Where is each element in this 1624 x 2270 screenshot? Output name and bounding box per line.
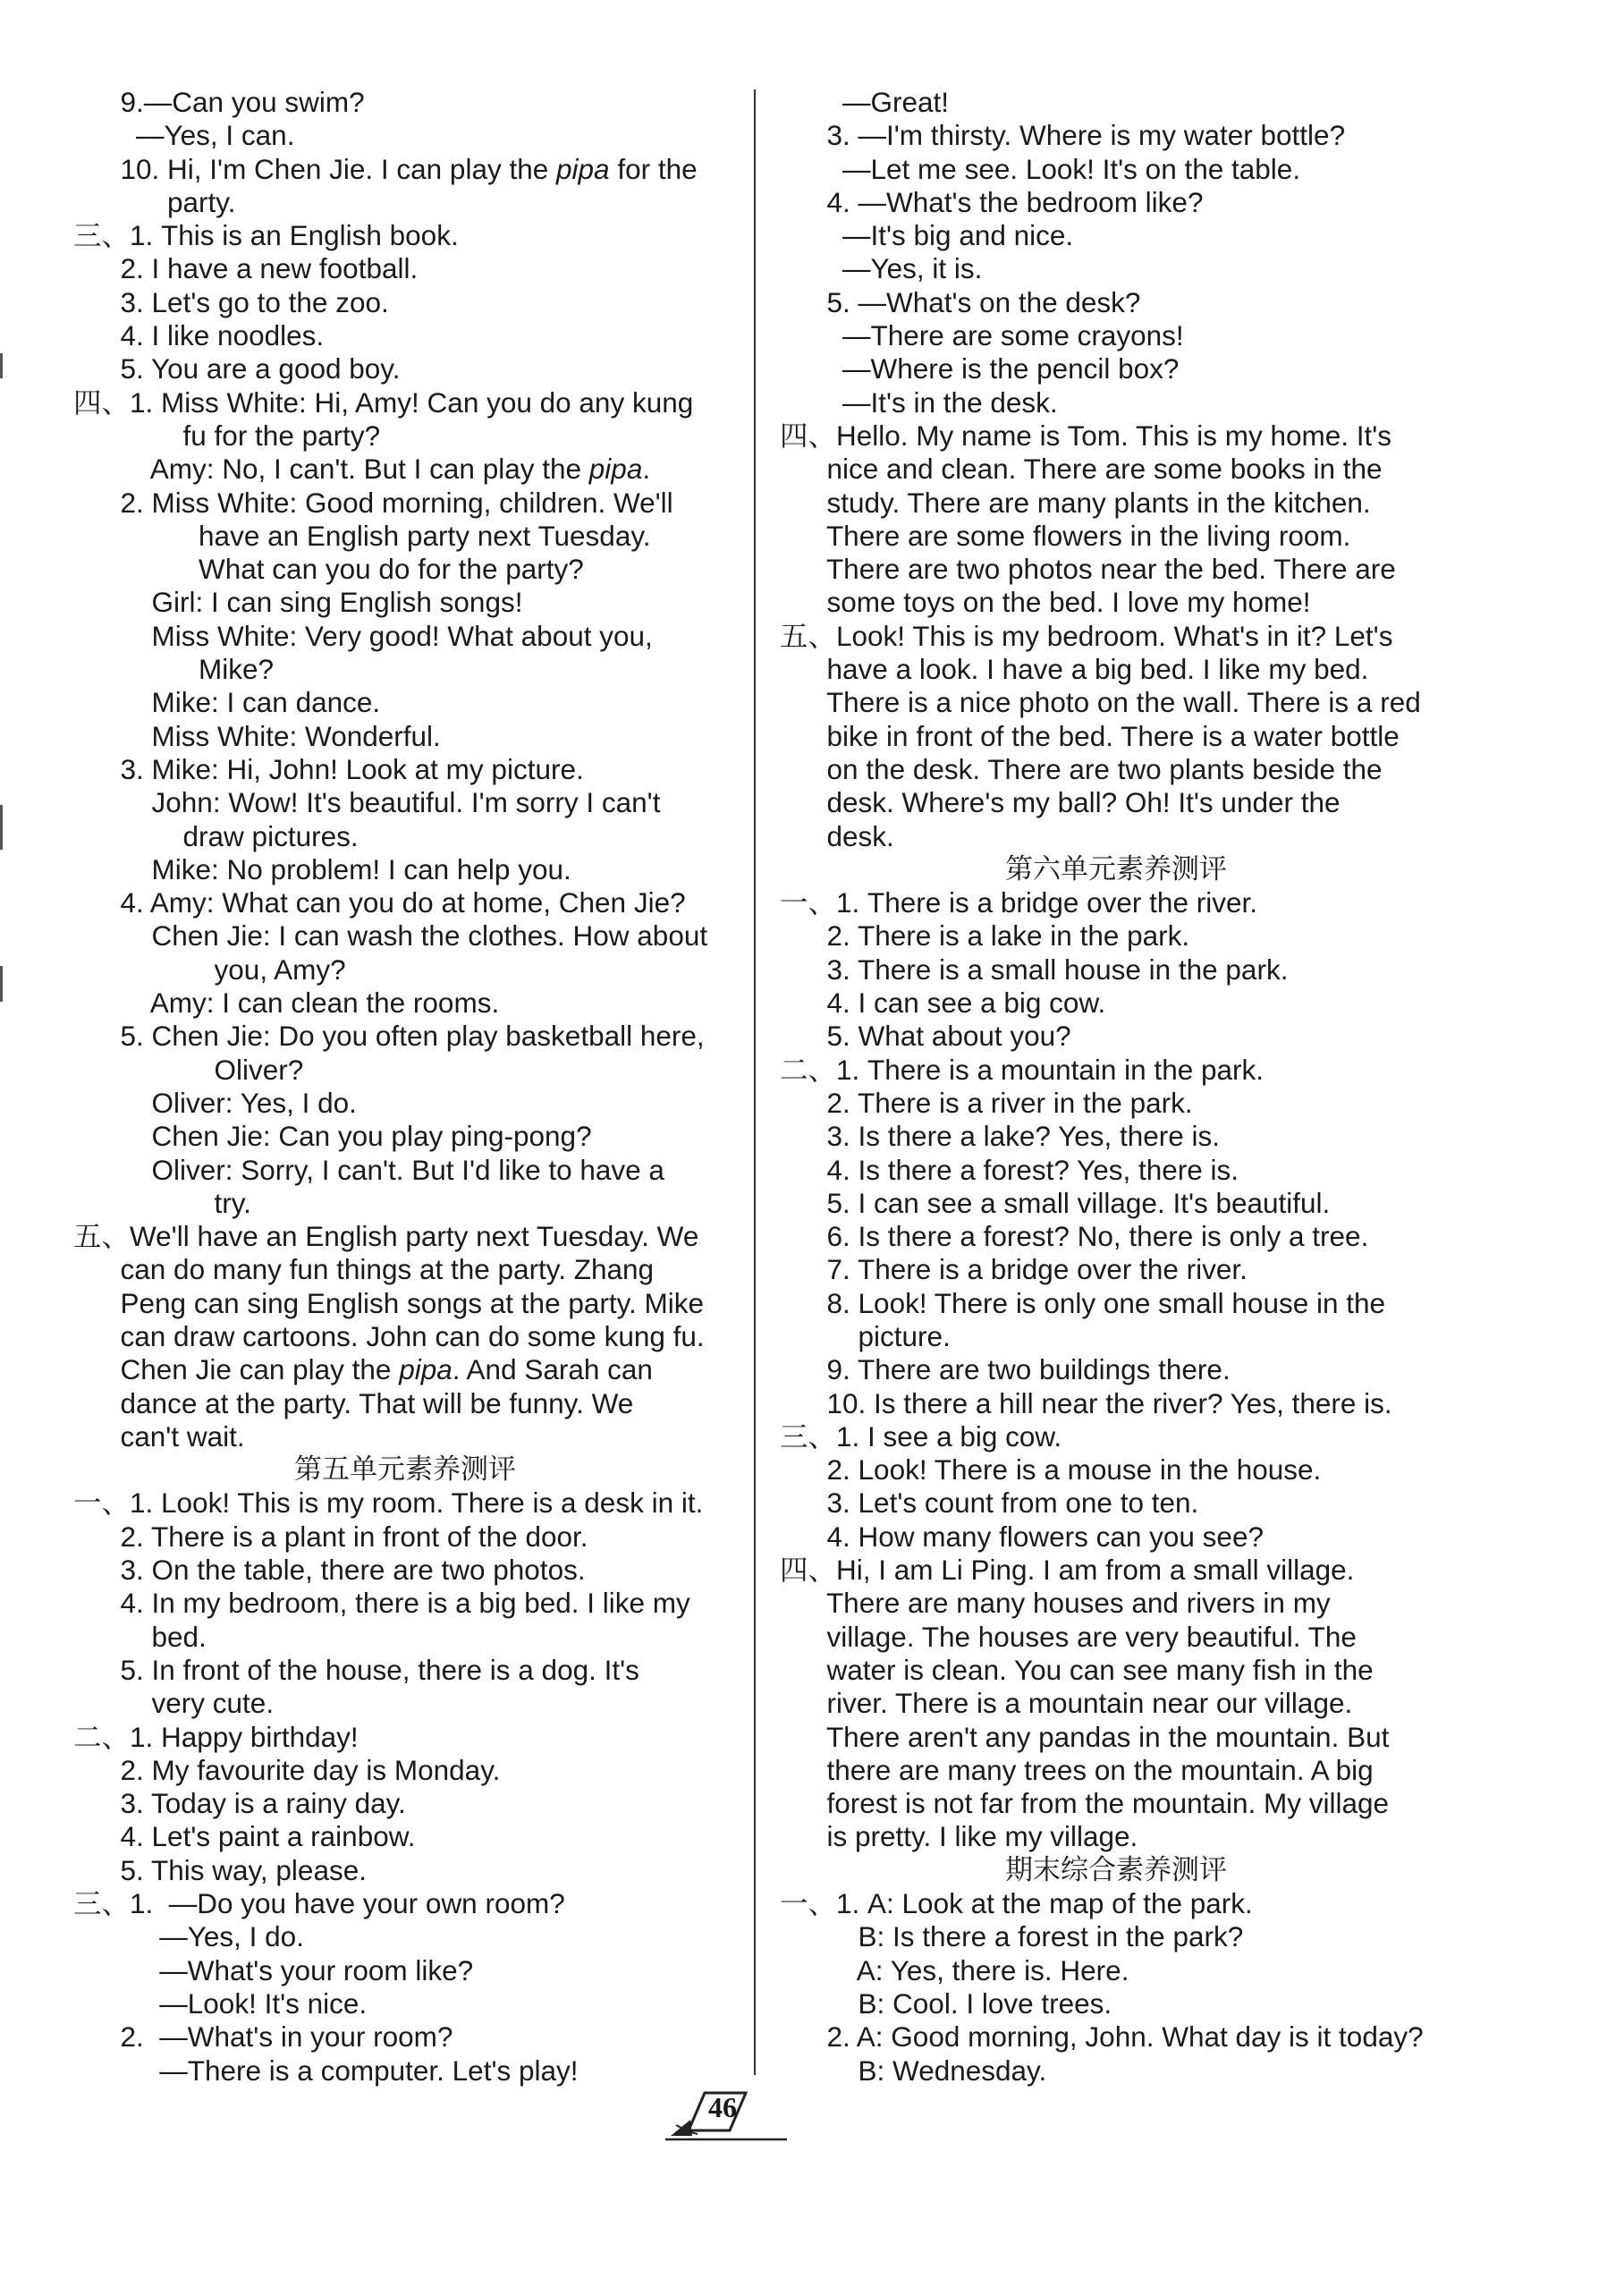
text-line bbox=[73, 1020, 737, 1053]
column-divider bbox=[754, 89, 756, 2075]
text-line bbox=[73, 1387, 737, 1420]
line-text: have an English party next Tuesday. bbox=[73, 519, 651, 552]
line-text: 5. Chen Jie: Do you often play basketball here, bbox=[73, 1020, 705, 1053]
text-line bbox=[73, 1220, 737, 1253]
line-text: 2. Miss White: Good morning, children. We'll bbox=[73, 486, 673, 519]
text-line bbox=[73, 2020, 737, 2054]
text-line bbox=[780, 286, 1452, 319]
text-line bbox=[73, 1787, 737, 1820]
line-text: 10. Is there a hill near the river? Yes, there is. bbox=[780, 1386, 1392, 1419]
text-line bbox=[780, 1820, 1452, 1853]
left-column bbox=[73, 86, 737, 2088]
line-text: 期末综合素养测评 bbox=[1005, 1853, 1227, 1886]
line-text: Chen Jie: Can you play ping-pong? bbox=[73, 1120, 592, 1153]
text-line bbox=[780, 553, 1452, 586]
line-text: 2. There is a river in the park. bbox=[780, 1086, 1193, 1119]
text-line bbox=[780, 1187, 1452, 1220]
line-text: 5. What about you? bbox=[780, 1020, 1071, 1053]
text-line bbox=[73, 1621, 737, 1654]
line-text: Oliver? bbox=[73, 1053, 304, 1086]
line-text: village. The houses are very beautiful. The bbox=[780, 1620, 1357, 1653]
line-text: Miss White: Wonderful. bbox=[73, 719, 441, 752]
line-text: 5. You are a good boy. bbox=[73, 352, 401, 385]
text-line bbox=[780, 1054, 1452, 1087]
text-line bbox=[73, 419, 737, 453]
scan-edge-mark bbox=[0, 805, 3, 850]
scan-edge-mark bbox=[0, 966, 3, 1002]
text-line bbox=[73, 953, 737, 987]
line-text: 9.—Can you swim? bbox=[73, 86, 365, 118]
text-line bbox=[780, 1220, 1452, 1253]
text-line bbox=[780, 153, 1452, 186]
text-line bbox=[73, 786, 737, 819]
text-line bbox=[73, 1353, 737, 1386]
text-line bbox=[73, 1287, 737, 1320]
text-line bbox=[73, 186, 737, 219]
italic-word: pipa bbox=[588, 453, 643, 486]
line-text: on the desk. There are two plants beside the bbox=[780, 752, 1383, 785]
text-line bbox=[780, 352, 1452, 385]
line-text: —Great! bbox=[780, 86, 950, 118]
text-line bbox=[780, 987, 1452, 1020]
line-text: 三、1. This is an English book. bbox=[73, 219, 459, 252]
line-text: —Yes, I can. bbox=[73, 119, 295, 152]
line-text: There are many houses and rivers in my bbox=[780, 1587, 1331, 1620]
text-line bbox=[780, 1087, 1452, 1120]
text-line bbox=[73, 487, 737, 520]
text-line bbox=[73, 252, 737, 285]
text-line bbox=[780, 820, 1452, 853]
line-text: 2. A: Good morning, John. What day is it today? bbox=[780, 2020, 1424, 2054]
line-text: —It's big and nice. bbox=[780, 219, 1074, 252]
line-text: draw pictures. bbox=[73, 819, 359, 852]
text-line bbox=[73, 1520, 737, 1554]
text-line bbox=[780, 119, 1452, 152]
line-text: There are some flowers in the living room. bbox=[780, 519, 1351, 552]
line-text: 2. There is a plant in front of the door. bbox=[73, 1520, 588, 1553]
text-line bbox=[780, 1287, 1452, 1320]
line-text: is pretty. I like my village. bbox=[780, 1820, 1138, 1853]
text-line bbox=[780, 386, 1452, 419]
line-text: bed. bbox=[73, 1620, 207, 1653]
line-text: 4. How many flowers can you see? bbox=[780, 1520, 1264, 1553]
text-line bbox=[73, 1420, 737, 1453]
text-line bbox=[73, 620, 737, 653]
line-text: 2. There is a lake in the park. bbox=[780, 919, 1190, 953]
line-text: nice and clean. There are some books in the bbox=[780, 453, 1383, 486]
text-line bbox=[73, 1187, 737, 1220]
line-text: try. bbox=[73, 1186, 251, 1219]
text-line bbox=[780, 1420, 1452, 1453]
text-line bbox=[780, 1721, 1452, 1754]
line-text: —Yes, it is. bbox=[780, 252, 983, 285]
line-text: 第五单元素养测评 bbox=[294, 1453, 516, 1487]
line-text: Chen Jie can play the bbox=[73, 1353, 400, 1386]
page-number: 46 bbox=[708, 2091, 737, 2123]
text-line bbox=[780, 586, 1452, 619]
text-line bbox=[780, 620, 1452, 653]
text-line bbox=[780, 1253, 1452, 1286]
text-line bbox=[73, 119, 737, 152]
line-text: —It's in the desk. bbox=[780, 385, 1058, 419]
text-line bbox=[73, 1554, 737, 1587]
text-line bbox=[780, 1487, 1452, 1520]
line-text-tail: for the bbox=[609, 152, 698, 185]
line-text: picture. bbox=[780, 1319, 951, 1352]
line-text: 7. There is a bridge over the river. bbox=[780, 1253, 1248, 1286]
text-line bbox=[73, 1954, 737, 1987]
italic-word: pipa bbox=[556, 152, 610, 185]
line-text: 3. Today is a rainy day. bbox=[73, 1787, 406, 1820]
line-text: 四、Hi, I am Li Ping. I am from a small village. bbox=[780, 1554, 1355, 1587]
text-line bbox=[780, 1120, 1452, 1153]
line-text: have a look. I have a big bed. I like my bed. bbox=[780, 653, 1369, 686]
line-text: there are many trees on the mountain. A big bbox=[780, 1753, 1374, 1786]
line-text: 一、1. Look! This is my room. There is a desk in it. bbox=[73, 1487, 704, 1520]
line-text: John: Wow! It's beautiful. I'm sorry I can't bbox=[73, 786, 661, 819]
line-text: 4. Let's paint a rainbow. bbox=[73, 1820, 416, 1853]
text-line bbox=[73, 853, 737, 886]
line-text: 一、1. A: Look at the map of the park. bbox=[780, 1887, 1253, 1920]
line-text: 2. Look! There is a mouse in the house. bbox=[780, 1453, 1322, 1487]
text-line bbox=[73, 2054, 737, 2088]
text-line bbox=[73, 1687, 737, 1720]
line-text: 4. I can see a big cow. bbox=[780, 987, 1106, 1020]
line-text: river. There is a mountain near our village. bbox=[780, 1687, 1353, 1720]
text-line bbox=[73, 1487, 737, 1520]
italic-word: pipa bbox=[399, 1353, 453, 1386]
line-text: 6. Is there a forest? No, there is only a tree. bbox=[780, 1220, 1369, 1253]
text-line bbox=[780, 319, 1452, 352]
section-heading bbox=[73, 1453, 737, 1487]
text-line bbox=[780, 1154, 1452, 1187]
text-line bbox=[780, 1687, 1452, 1720]
line-text: B: Is there a forest in the park? bbox=[780, 1920, 1244, 1953]
line-text: 4. In my bedroom, there is a big bed. I like my bbox=[73, 1587, 690, 1620]
text-line bbox=[73, 1754, 737, 1787]
line-text: desk. bbox=[780, 819, 894, 852]
text-line bbox=[780, 1020, 1452, 1053]
line-text: 5. —What's on the desk? bbox=[780, 285, 1141, 318]
text-line bbox=[780, 1520, 1452, 1554]
text-line bbox=[780, 1453, 1452, 1487]
text-line bbox=[780, 1554, 1452, 1587]
text-line bbox=[73, 1721, 737, 1754]
text-line bbox=[73, 86, 737, 119]
line-text: —Where is the pencil box? bbox=[780, 352, 1180, 385]
line-text: 二、1. There is a mountain in the park. bbox=[780, 1053, 1265, 1086]
text-line bbox=[73, 1887, 737, 1920]
text-line bbox=[73, 153, 737, 186]
text-line bbox=[780, 1920, 1452, 1953]
text-line bbox=[73, 319, 737, 352]
line-text: 4. —What's the bedroom like? bbox=[780, 185, 1204, 218]
line-text: 五、We'll have an English party next Tuesday. We bbox=[73, 1220, 699, 1253]
line-text: Amy: No, I can't. But I can play the bbox=[73, 453, 589, 486]
line-text: —What's your room like? bbox=[73, 1953, 474, 1986]
line-text: Oliver: Yes, I do. bbox=[73, 1086, 357, 1119]
text-line bbox=[73, 386, 737, 419]
text-line bbox=[73, 753, 737, 786]
line-text: 2. I have a new football. bbox=[73, 252, 419, 285]
line-text: 五、Look! This is my bedroom. What's in it? Let's bbox=[780, 619, 1393, 652]
line-text: 三、1. —Do you have your own room? bbox=[73, 1887, 565, 1920]
text-line bbox=[780, 1320, 1452, 1353]
line-text: 5. I can see a small village. It's beautiful. bbox=[780, 1186, 1331, 1219]
line-text: Mike: No problem! I can help you. bbox=[73, 852, 571, 885]
text-line bbox=[780, 786, 1452, 819]
line-text: Mike: I can dance. bbox=[73, 686, 381, 719]
text-line bbox=[780, 419, 1452, 453]
line-text: 3. Is there a lake? Yes, there is. bbox=[780, 1120, 1221, 1153]
text-line bbox=[780, 219, 1452, 252]
text-line bbox=[73, 586, 737, 619]
text-line bbox=[73, 820, 737, 853]
text-line bbox=[780, 1754, 1452, 1787]
text-line bbox=[780, 453, 1452, 486]
text-line bbox=[780, 753, 1452, 786]
page-number-badge bbox=[653, 2084, 814, 2147]
line-text: forest is not far from the mountain. My village bbox=[780, 1787, 1390, 1820]
line-text: 2. —What's in your room? bbox=[73, 2020, 453, 2054]
line-text: 4. I like noodles. bbox=[73, 319, 325, 352]
line-text: water is clean. You can see many fish in the bbox=[780, 1653, 1374, 1686]
text-line bbox=[73, 1253, 737, 1286]
line-text: —There are some crayons! bbox=[780, 319, 1184, 352]
line-text: A: Yes, there is. Here. bbox=[780, 1953, 1129, 1986]
line-text: 10. Hi, I'm Chen Jie. I can play the bbox=[73, 152, 557, 185]
line-text: 5. In front of the house, there is a dog. It's bbox=[73, 1653, 639, 1686]
line-text: you, Amy? bbox=[73, 953, 346, 986]
line-text: —Yes, I do. bbox=[73, 1920, 304, 1953]
line-text: Mike? bbox=[73, 653, 275, 686]
line-text: bike in front of the bed. There is a water bottle bbox=[780, 719, 1400, 752]
line-text: 第六单元素养测评 bbox=[1005, 852, 1227, 885]
line-text: There are two photos near the bed. There are bbox=[780, 553, 1396, 586]
line-text: study. There are many plants in the kitchen. bbox=[780, 486, 1371, 519]
text-line bbox=[73, 720, 737, 753]
line-text: 3. Let's go to the zoo. bbox=[73, 285, 389, 318]
line-text: —There is a computer. Let's play! bbox=[73, 2054, 579, 2087]
text-line bbox=[73, 453, 737, 486]
text-line bbox=[780, 1587, 1452, 1620]
line-text: 4. Is there a forest? Yes, there is. bbox=[780, 1153, 1239, 1186]
text-line bbox=[780, 686, 1452, 719]
text-line bbox=[780, 2020, 1452, 2054]
text-line bbox=[73, 1854, 737, 1887]
text-line bbox=[780, 720, 1452, 753]
text-line bbox=[780, 653, 1452, 686]
text-line bbox=[73, 1120, 737, 1153]
text-line bbox=[780, 919, 1452, 953]
line-text: —Look! It's nice. bbox=[73, 1986, 368, 2020]
text-line bbox=[73, 1320, 737, 1353]
line-text: 4. Amy: What can you do at home, Chen Jie? bbox=[73, 886, 686, 919]
line-text: very cute. bbox=[73, 1687, 275, 1720]
line-text: Girl: I can sing English songs! bbox=[73, 586, 523, 619]
line-text: There aren't any pandas in the mountain. But bbox=[780, 1720, 1390, 1753]
text-line bbox=[780, 886, 1452, 919]
line-text: 一、1. There is a bridge over the river. bbox=[780, 886, 1257, 919]
line-text: desk. Where's my ball? Oh! It's under the bbox=[780, 786, 1341, 819]
line-text: Miss White: Very good! What about you, bbox=[73, 619, 653, 652]
text-line bbox=[780, 1887, 1452, 1920]
text-line bbox=[780, 1954, 1452, 1987]
line-text: Oliver: Sorry, I can't. But I'd like to have a bbox=[73, 1153, 664, 1186]
text-line bbox=[73, 553, 737, 586]
line-text: 二、1. Happy birthday! bbox=[73, 1720, 359, 1753]
line-text: can draw cartoons. John can do some kung fu. bbox=[73, 1319, 705, 1352]
line-text: 3. Let's count from one to ten. bbox=[780, 1487, 1199, 1520]
text-line bbox=[780, 2054, 1452, 2088]
text-line bbox=[73, 919, 737, 953]
text-line bbox=[780, 252, 1452, 285]
line-text-tail: . bbox=[642, 453, 651, 486]
line-text: What can you do for the party? bbox=[73, 553, 584, 586]
line-text: 2. My favourite day is Monday. bbox=[73, 1753, 501, 1786]
line-text: 3. On the table, there are two photos. bbox=[73, 1554, 586, 1587]
line-text: Peng can sing English songs at the party. Mike bbox=[73, 1286, 705, 1319]
text-line bbox=[73, 1654, 737, 1687]
text-line bbox=[780, 86, 1452, 119]
text-line bbox=[73, 1587, 737, 1620]
text-line bbox=[73, 1920, 737, 1953]
line-text: 3. Mike: Hi, John! Look at my picture. bbox=[73, 752, 584, 785]
text-line bbox=[73, 1054, 737, 1087]
line-text: 四、Hello. My name is Tom. This is my home. It's bbox=[780, 419, 1392, 452]
text-line bbox=[73, 1154, 737, 1187]
right-column bbox=[780, 86, 1452, 2088]
text-line bbox=[73, 352, 737, 385]
text-line bbox=[73, 286, 737, 319]
text-line bbox=[780, 520, 1452, 553]
text-line bbox=[73, 686, 737, 719]
line-text: 3. There is a small house in the park. bbox=[780, 953, 1289, 986]
text-line bbox=[73, 520, 737, 553]
text-line bbox=[73, 653, 737, 686]
line-text: can do many fun things at the party. Zhang bbox=[73, 1253, 655, 1286]
text-line bbox=[780, 1387, 1452, 1420]
line-text: —Let me see. Look! It's on the table. bbox=[780, 152, 1301, 185]
text-line bbox=[780, 487, 1452, 520]
line-text: Chen Jie: I can wash the clothes. How about bbox=[73, 919, 708, 953]
line-text: 9. There are two buildings there. bbox=[780, 1353, 1231, 1386]
text-line bbox=[73, 886, 737, 919]
line-text: Amy: I can clean the rooms. bbox=[73, 987, 500, 1020]
line-text: 8. Look! There is only one small house in the bbox=[780, 1286, 1386, 1319]
scan-edge-mark bbox=[0, 353, 3, 378]
text-line bbox=[780, 1787, 1452, 1820]
text-line bbox=[73, 219, 737, 252]
line-text: 3. —I'm thirsty. Where is my water bottle? bbox=[780, 119, 1346, 152]
line-text: fu for the party? bbox=[73, 419, 381, 452]
line-text: 三、1. I see a big cow. bbox=[780, 1419, 1062, 1453]
text-line bbox=[780, 186, 1452, 219]
line-text: dance at the party. That will be funny. We bbox=[73, 1386, 634, 1419]
text-line bbox=[73, 987, 737, 1020]
line-text: B: Wednesday. bbox=[780, 2054, 1047, 2087]
text-line bbox=[73, 1087, 737, 1120]
line-text: There is a nice photo on the wall. There is a red bbox=[780, 686, 1421, 719]
line-text: 四、1. Miss White: Hi, Amy! Can you do any kung bbox=[73, 385, 694, 419]
text-line bbox=[73, 1820, 737, 1853]
text-line bbox=[780, 1654, 1452, 1687]
section-heading bbox=[780, 853, 1452, 886]
line-text: can't wait. bbox=[73, 1419, 245, 1453]
text-line bbox=[73, 1987, 737, 2020]
text-line bbox=[780, 953, 1452, 987]
line-text-tail: . And Sarah can bbox=[452, 1353, 653, 1386]
text-line bbox=[780, 1987, 1452, 2020]
line-text: some toys on the bed. I love my home! bbox=[780, 586, 1311, 619]
text-line bbox=[780, 1621, 1452, 1654]
text-line bbox=[780, 1353, 1452, 1386]
line-text: B: Cool. I love trees. bbox=[780, 1986, 1112, 2020]
section-heading bbox=[780, 1854, 1452, 1887]
line-text: party. bbox=[73, 185, 236, 218]
line-text: 5. This way, please. bbox=[73, 1853, 367, 1886]
